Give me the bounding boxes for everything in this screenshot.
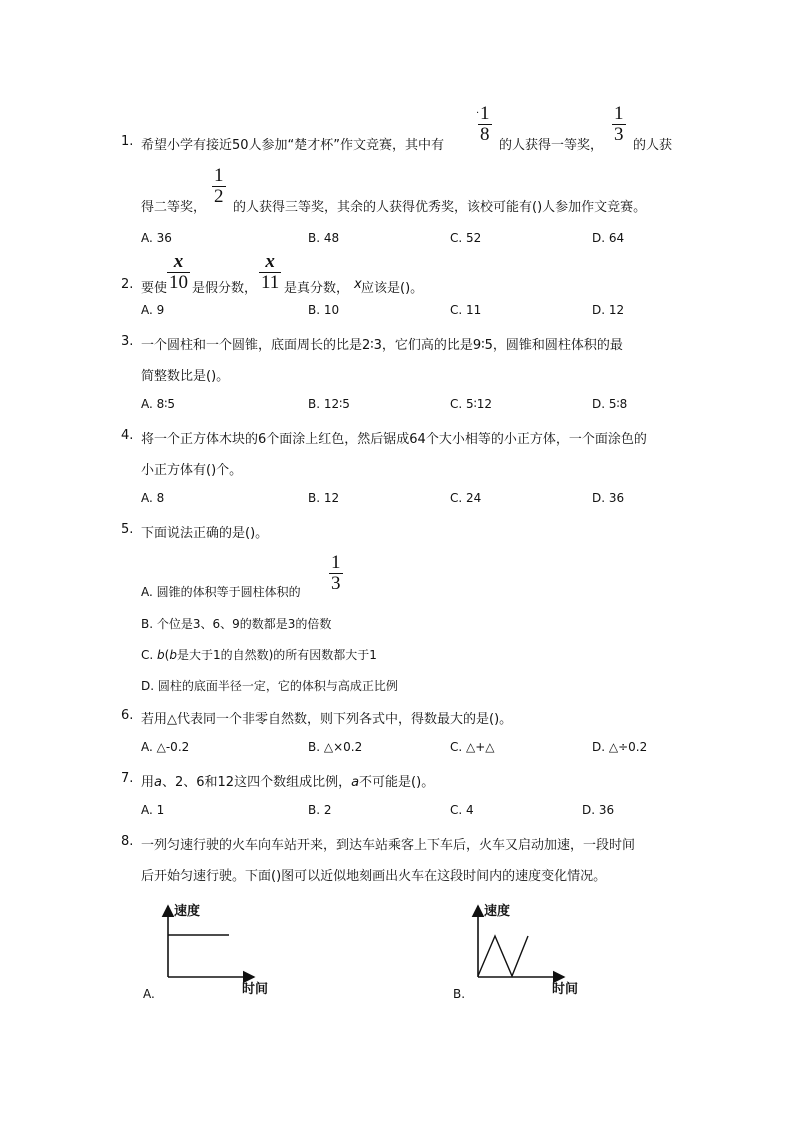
- option-b[interactable]: B. 个位是3、6、9的数都是3的倍数: [141, 617, 332, 631]
- variable: x: [354, 277, 362, 292]
- option-d[interactable]: D. 圆柱的底面半径一定，它的体积与高成正比例: [141, 679, 398, 693]
- fraction: $\frac{x}{11}$: [261, 251, 280, 293]
- y-axis-label: 速度: [484, 904, 511, 919]
- question-text: 后开始匀速行驶。下面()图可以近似地刻画出火车在这段时间内的速度变化情况。: [141, 869, 607, 884]
- question-number: 3.: [121, 334, 134, 349]
- fraction: $\frac{1}{2}$: [214, 165, 224, 207]
- x-axis-label: 时间: [552, 982, 579, 997]
- option-b[interactable]: B. 12: [308, 491, 340, 505]
- option-a[interactable]: A. 9: [141, 303, 165, 317]
- option-a[interactable]: A. 8: [141, 491, 165, 505]
- option-b[interactable]: B. 10: [308, 303, 340, 317]
- speed-line: [478, 936, 528, 976]
- question-text: 将一个正方体木块的6个面涂上红色，然后锯成64个大小相等的小正方体，一个面涂色的: [141, 432, 647, 447]
- option-c[interactable]: C. b(b是大于1的自然数)的所有因数都大于1: [141, 648, 377, 662]
- question-text: 希望小学有接近50人参加“楚才杯”作文竞赛，其中有: [141, 138, 445, 153]
- option-a[interactable]: A. △-0.2: [141, 740, 190, 754]
- fraction: $\frac{x}{10}$: [169, 251, 188, 293]
- option-c[interactable]: C. △+△: [450, 740, 495, 754]
- graph-a[interactable]: [140, 898, 300, 1008]
- option-d[interactable]: D. 5∶8: [592, 397, 628, 411]
- question-text: 应该是()。: [361, 281, 424, 296]
- option-c[interactable]: C. 5∶12: [450, 397, 493, 411]
- x-axis-label: 时间: [242, 982, 269, 997]
- fraction: $\frac{1}{3}$: [331, 552, 341, 594]
- question-number: 6.: [121, 708, 134, 723]
- option-b[interactable]: B. 2: [308, 803, 332, 817]
- question-text: 下面说法正确的是()。: [141, 526, 269, 541]
- question-text: 的人获: [633, 138, 673, 153]
- question-text: 得二等奖，: [141, 200, 207, 215]
- option-c[interactable]: C. 4: [450, 803, 474, 817]
- option-b[interactable]: B. △×0.2: [308, 740, 363, 754]
- fraction: $\frac{1}{8}$: [480, 103, 490, 145]
- option-b[interactable]: B. 48: [308, 231, 340, 245]
- question-text: 若用△代表同一个非零自然数，则下列各式中，得数最大的是()。: [141, 712, 513, 727]
- question-number: 2.: [121, 277, 134, 292]
- dot-mark: ·: [476, 108, 480, 119]
- option-d[interactable]: D. 36: [592, 491, 625, 505]
- question-text: 是假分数，: [192, 281, 258, 296]
- option-c[interactable]: C. 24: [450, 491, 482, 505]
- y-axis-label: 速度: [174, 904, 201, 919]
- graph-label: A.: [143, 987, 155, 1001]
- question-text: 的人获得三等奖，其余的人获得优秀奖，该校可能有()人参加作文竞赛。: [233, 200, 647, 215]
- question-text: 一列匀速行驶的火车向车站开来，到达车站乘客上下车后，火车又启动加速，一段时间: [141, 838, 636, 853]
- fraction: $\frac{1}{3}$: [614, 103, 624, 145]
- question-number: 7.: [121, 771, 134, 786]
- question-text: 是真分数，: [284, 281, 350, 296]
- question-number: 4.: [121, 428, 134, 443]
- option-d[interactable]: D. 64: [592, 231, 625, 245]
- question-number: 1.: [121, 134, 134, 149]
- option-c[interactable]: C. 11: [450, 303, 482, 317]
- option-a[interactable]: A. 圆锥的体积等于圆柱体积的: [141, 585, 301, 599]
- question-text: 要使: [141, 281, 168, 296]
- option-d[interactable]: D. △÷0.2: [592, 740, 648, 754]
- option-d[interactable]: D. 36: [582, 803, 615, 817]
- graph-b[interactable]: [450, 898, 610, 1008]
- option-c[interactable]: C. 52: [450, 231, 482, 245]
- option-a[interactable]: A. 36: [141, 231, 172, 245]
- graph-label: B.: [453, 987, 466, 1001]
- question-text: 小正方体有()个。: [141, 463, 243, 478]
- question-text: 简整数比是()。: [141, 369, 230, 384]
- question-text: 用a、2、6和12这四个数组成比例，a不可能是()。: [141, 775, 435, 790]
- question-text: 一个圆柱和一个圆锥，底面周长的比是2∶3，它们高的比是9∶5，圆锥和圆柱体积的最: [141, 338, 623, 353]
- option-b[interactable]: B. 12∶5: [308, 397, 350, 411]
- option-a[interactable]: A. 1: [141, 803, 165, 817]
- option-d[interactable]: D. 12: [592, 303, 625, 317]
- question-number: 5.: [121, 522, 134, 537]
- option-a[interactable]: A. 8∶5: [141, 397, 176, 411]
- question-text: 的人获得一等奖，: [499, 138, 604, 153]
- question-number: 8.: [121, 834, 134, 849]
